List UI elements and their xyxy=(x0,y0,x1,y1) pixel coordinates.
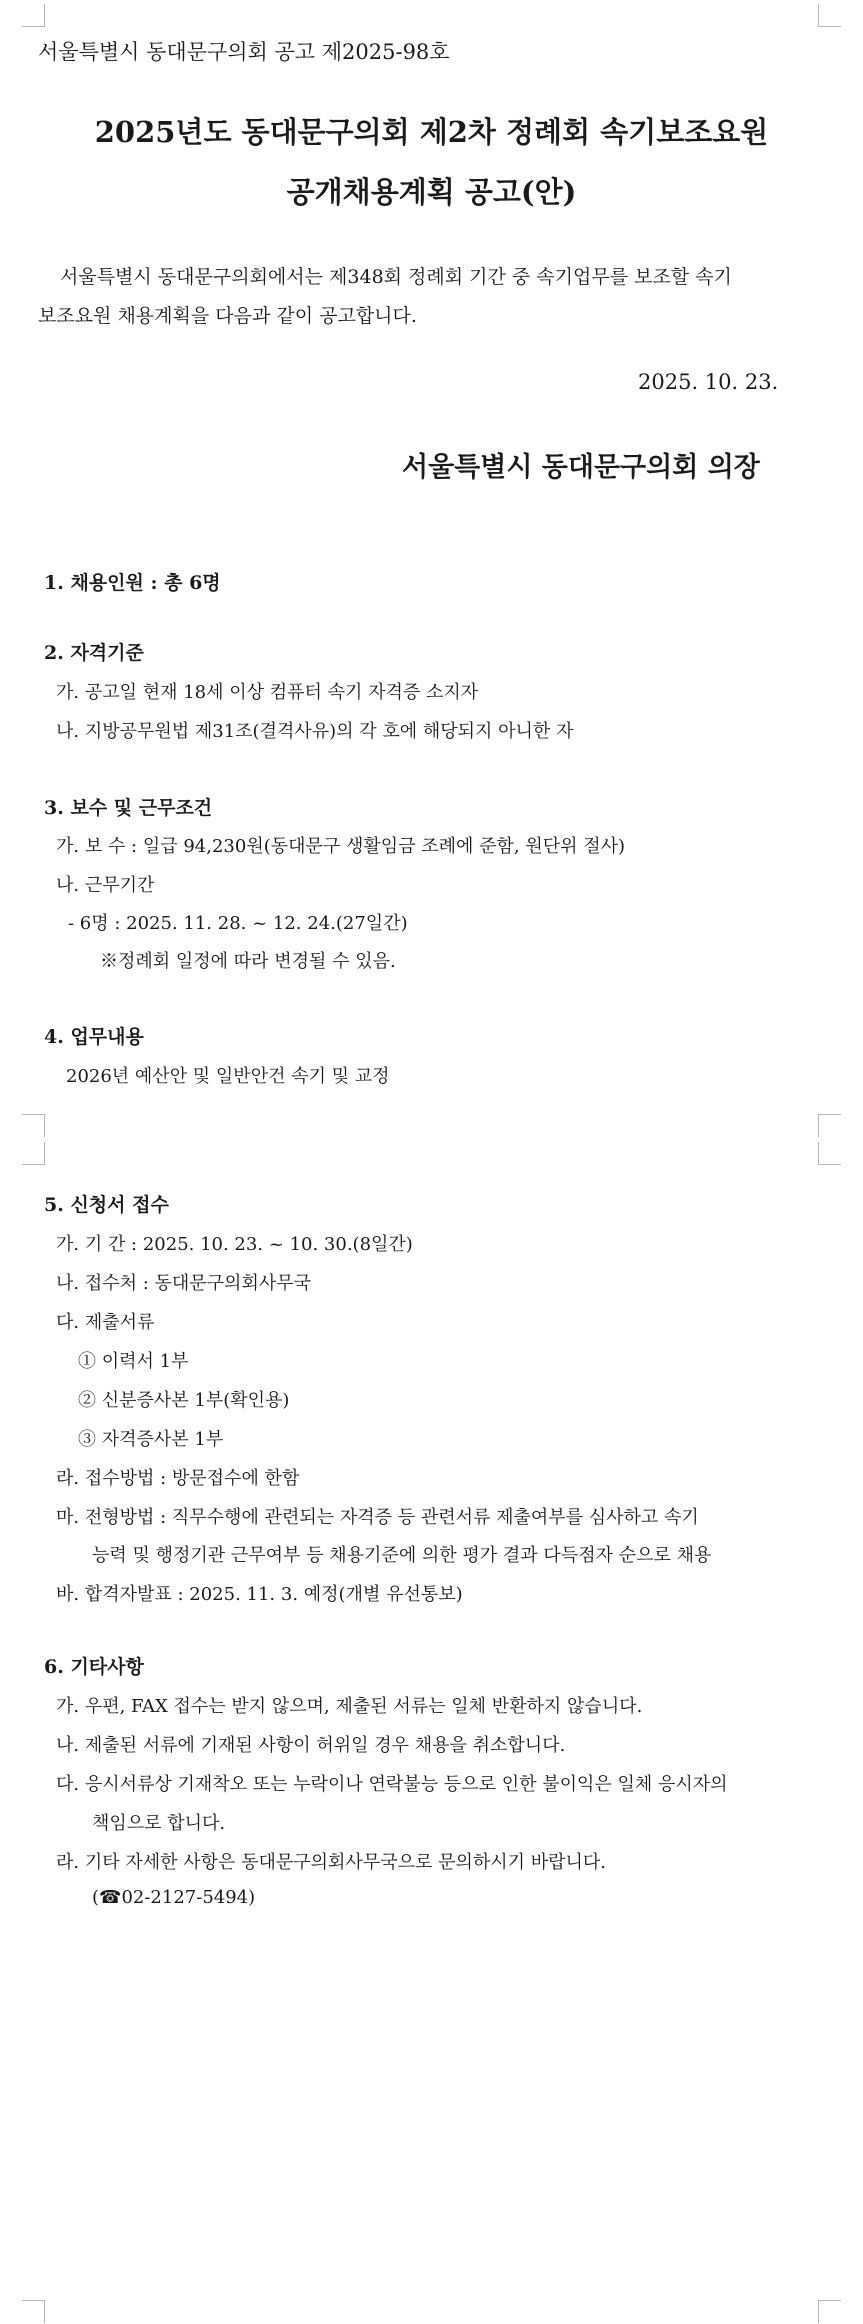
page-corner-mark xyxy=(22,2300,45,2323)
section-5-item-f: 바. 합격자발표 : 2025. 11. 3. 예정(개별 유선통보) xyxy=(56,1584,463,1605)
document-page-2 xyxy=(0,1140,863,2324)
intro-line-1: 서울특별시 동대문구의회에서는 제348회 정례회 기간 중 속기업무를 보조할 속기 xyxy=(60,266,732,288)
section-6-item-b: 나. 제출된 서류에 기재된 사항이 허위일 경우 채용을 취소합니다. xyxy=(56,1735,566,1756)
section-6-item-c-line-1: 다. 응시서류상 기재착오 또는 누락이나 연락불능 등으로 인한 불이익은 일체 응시자의 xyxy=(56,1774,728,1795)
notice-date: 2025. 10. 23. xyxy=(638,370,779,394)
section-5-item-d: 라. 접수방법 : 방문접수에 한함 xyxy=(56,1468,300,1489)
page-corner-mark xyxy=(818,1114,841,1137)
section-3-note: ※정례회 일정에 따라 변경될 수 있음. xyxy=(100,951,396,972)
section-5-item-a: 가. 기 간 : 2025. 10. 23. ~ 10. 30.(8일간) xyxy=(56,1234,413,1255)
page-corner-mark xyxy=(22,1142,45,1165)
section-4-title: 4. 업무내용 xyxy=(44,1026,144,1048)
page-corner-mark xyxy=(818,1142,841,1165)
section-5-item-e-line-1: 마. 전형방법 : 직무수행에 관련되는 자격증 등 관련서류 제출여부를 심사하고 속기 xyxy=(56,1507,699,1528)
notice-number: 서울특별시 동대문구의회 공고 제2025-98호 xyxy=(38,40,450,64)
intro-line-2: 보조요원 채용계획을 다음과 같이 공고합니다. xyxy=(38,305,417,327)
section-5-title: 5. 신청서 접수 xyxy=(44,1194,169,1216)
section-5-doc-1: ① 이력서 1부 xyxy=(78,1351,189,1372)
section-5-item-c: 다. 제출서류 xyxy=(56,1312,155,1333)
title-line-1: 2025년도 동대문구의회 제2차 정례회 속기보조요원 xyxy=(94,115,769,149)
page-corner-mark xyxy=(818,4,841,27)
page-corner-mark xyxy=(22,4,45,27)
section-3-item-a: 가. 보 수 : 일급 94,230원(동대문구 생활임금 조례에 준함, 원단위 절사) xyxy=(56,836,626,857)
section-4-body: 2026년 예산안 및 일반안건 속기 및 교정 xyxy=(66,1066,390,1087)
section-3-period: - 6명 : 2025. 11. 28. ~ 12. 24.(27일간) xyxy=(68,913,408,934)
section-3-item-b: 나. 근무기간 xyxy=(56,875,155,896)
contact-phone: (☎02-2127-5494) xyxy=(92,1887,256,1908)
section-5-doc-3: ③ 자격증사본 1부 xyxy=(78,1429,224,1450)
section-5-item-b: 나. 접수처 : 동대문구의회사무국 xyxy=(56,1273,311,1294)
section-2-title: 2. 자격기준 xyxy=(44,642,144,664)
page-corner-mark xyxy=(22,1114,45,1137)
section-1-title: 1. 채용인원 : 총 6명 xyxy=(44,572,221,594)
section-6-item-a: 가. 우편, FAX 접수는 받지 않으며, 제출된 서류는 일체 반환하지 않습니다. xyxy=(56,1696,643,1717)
document-page-1 xyxy=(0,0,863,1140)
section-5-item-e-line-2: 능력 및 행정기관 근무여부 등 채용기준에 의한 평가 결과 다득점자 순으로 채용 xyxy=(92,1545,712,1566)
section-3-title: 3. 보수 및 근무조건 xyxy=(44,797,213,819)
section-2-item-a: 가. 공고일 현재 18세 이상 컴퓨터 속기 자격증 소지자 xyxy=(56,682,479,703)
signatory: 서울특별시 동대문구의회 의장 xyxy=(402,452,760,483)
title-line-2: 공개채용계획 공고(안) xyxy=(286,175,577,209)
section-5-doc-2: ② 신분증사본 1부(확인용) xyxy=(78,1390,290,1411)
section-6-title: 6. 기타사항 xyxy=(44,1656,144,1678)
page-corner-mark xyxy=(818,2300,841,2323)
section-6-item-c-line-2: 책임으로 합니다. xyxy=(92,1813,226,1834)
section-6-item-d: 라. 기타 자세한 사항은 동대문구의회사무국으로 문의하시기 바랍니다. xyxy=(56,1852,607,1873)
section-2-item-b: 나. 지방공무원법 제31조(결격사유)의 각 호에 해당되지 아니한 자 xyxy=(56,721,574,742)
